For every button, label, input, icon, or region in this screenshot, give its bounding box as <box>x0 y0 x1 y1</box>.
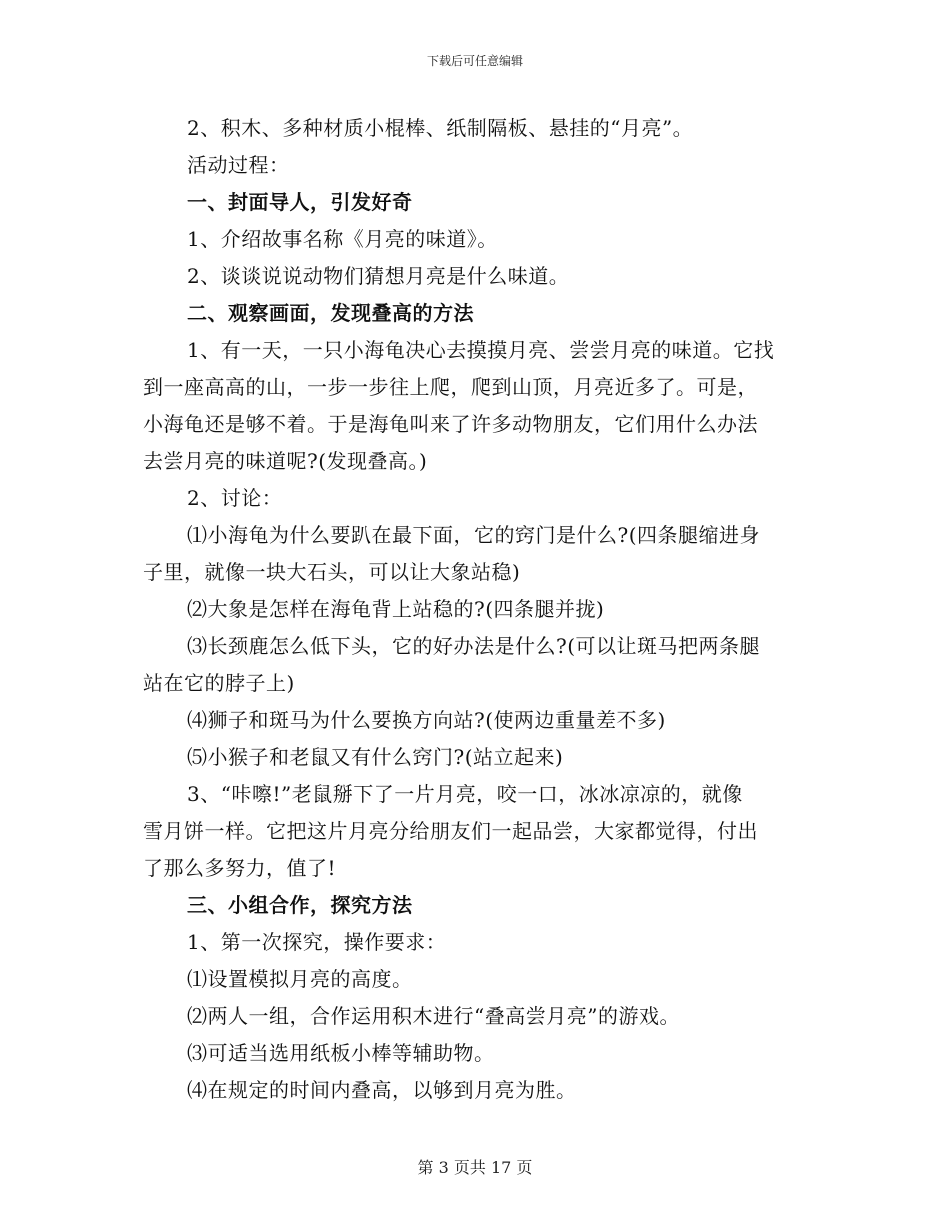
text-line: ⑶长颈鹿怎么低下头，它的好办法是什么?(可以让斑马把两条腿 <box>187 634 761 658</box>
text-line: ⑴小海龟为什么要趴在最下面，它的窍门是什么?(四条腿缩进身 <box>187 523 761 547</box>
text-line: 3、“咔嚓!”老鼠掰下了一片月亮，咬一口，冰冰凉凉的，就像 <box>187 782 743 806</box>
page-footer: 第 3 页共 17 页 <box>417 1158 533 1177</box>
text-line: 去尝月亮的味道呢?(发现叠高。) <box>143 449 428 473</box>
text-line: 活动过程： <box>187 153 290 177</box>
section-heading: 二、观察画面，发现叠高的方法 <box>187 301 474 325</box>
text-line: ⑵大象是怎样在海龟背上站稳的?(四条腿并拢) <box>187 597 605 621</box>
text-line: ⑶可适当选用纸板小棒等辅助物。 <box>187 1041 495 1065</box>
section-heading: 三、小组合作，探究方法 <box>187 893 413 917</box>
text-line: 子里，就像一块大石头，可以让大象站稳) <box>143 560 521 584</box>
text-line: 站在它的脖子上) <box>143 671 295 695</box>
section-heading: 一、封面导人，引发好奇 <box>187 190 413 214</box>
text-line: 1、介绍故事名称《月亮的味道》。 <box>187 227 498 251</box>
text-line: 雪月饼一样。它把这片月亮分给朋友们一起品尝，大家都觉得，付出 <box>143 819 758 843</box>
text-line: ⑴设置模拟月亮的高度。 <box>187 967 413 991</box>
page-header: 下载后可任意编辑 <box>426 54 523 68</box>
text-line: ⑷狮子和斑马为什么要换方向站?(使两边重量差不多) <box>187 708 666 732</box>
text-line: ⑷在规定的时间内叠高，以够到月亮为胜。 <box>187 1078 577 1102</box>
text-line: 1、有一天，一只小海龟决心去摸摸月亮、尝尝月亮的味道。它找 <box>187 338 775 362</box>
text-line: ⑵两人一组，合作运用积木进行“叠高尝月亮”的游戏。 <box>187 1004 680 1028</box>
text-line: 2、谈谈说说动物们猜想月亮是什么味道。 <box>187 264 570 288</box>
text-line: 了那么多努力，值了! <box>143 856 337 880</box>
text-line: 2、积木、多种材质小棍棒、纸制隔板、悬挂的“月亮”。 <box>187 116 694 140</box>
document-body <box>143 110 813 1109</box>
text-line: 1、第一次探究，操作要求： <box>187 930 447 954</box>
text-line: ⑸小猴子和老鼠又有什么窍门?(站立起来) <box>187 745 564 769</box>
text-line: 小海龟还是够不着。于是海龟叫来了许多动物朋友，它们用什么办法 <box>143 412 758 436</box>
text-line: 2、讨论： <box>187 486 283 510</box>
text-line: 到一座高高的山，一步一步往上爬，爬到山顶，月亮近多了。可是， <box>143 375 758 399</box>
